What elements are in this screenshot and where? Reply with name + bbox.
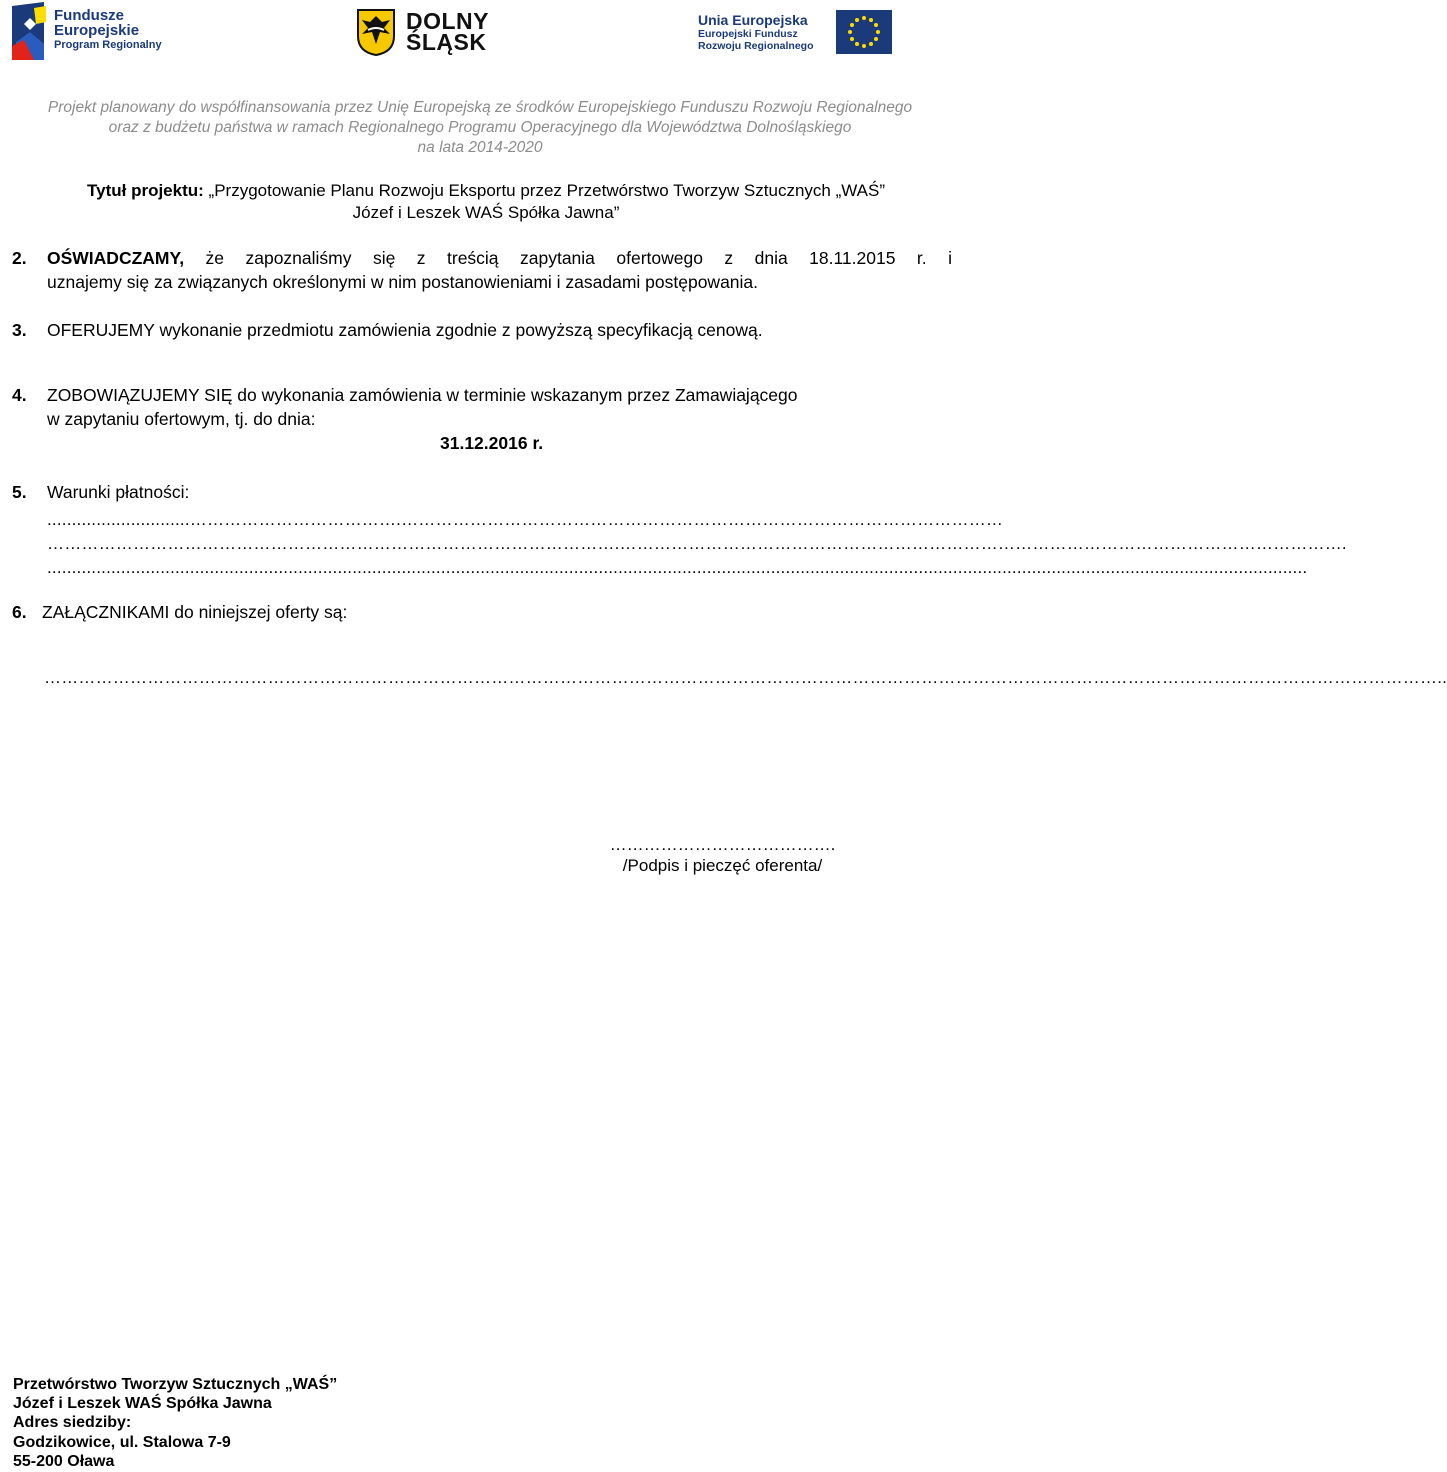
item-6-number: 6. bbox=[12, 602, 27, 622]
payment-terms-dots-3: ................................................................................................................................................................................................................................................................ bbox=[47, 558, 1308, 577]
dolny-slask-logo bbox=[356, 8, 496, 58]
item-3-number: 3. bbox=[12, 320, 27, 340]
footer-company: Przetwórstwo Tworzyw Sztucznych „WAŚ” bbox=[13, 1376, 338, 1393]
item-5-text: Warunki płatności: bbox=[47, 482, 190, 502]
item-2-lead: OŚWIADCZAMY, bbox=[47, 248, 185, 268]
eagle-coat-of-arms-icon bbox=[356, 8, 396, 56]
item-4-lead: ZOBOWIĄZUJEMY SIĘ bbox=[47, 385, 233, 405]
fundusze-europejskie-emblem-icon bbox=[10, 2, 50, 60]
item-2-text1: że zapoznaliśmy się z treścią zapytania ofertowego z dnia 18.11.2015 r. i bbox=[205, 248, 952, 268]
fe-logo-line1: Fundusze bbox=[54, 7, 124, 24]
item-3-lead: OFERUJEMY bbox=[47, 320, 155, 340]
item-2-number: 2. bbox=[12, 248, 27, 268]
signature-caption: /Podpis i pieczęć oferenta/ bbox=[622, 856, 823, 875]
fe-logo-line2: Europejskie bbox=[54, 22, 140, 39]
item-2-line1 bbox=[12, 246, 952, 270]
item-3 bbox=[12, 318, 952, 342]
project-title bbox=[0, 180, 972, 202]
cofinancing-note-line3: na lata 2014-2020 bbox=[417, 139, 543, 156]
unia-europejska-logo bbox=[698, 10, 898, 56]
cofinancing-note-line2: oraz z budżetu państwa w ramach Regionalnego Programu Operacyjnego dla Województwa Dolnośląskiego bbox=[108, 119, 852, 136]
item-5 bbox=[12, 480, 952, 504]
ue-logo-line3: Rozwoju Regionalnego bbox=[698, 40, 814, 52]
payment-terms-dots-1: .............................……………………………….…………………………………………………………………………………………… bbox=[47, 510, 1004, 529]
footer-city: 55-200 Oława bbox=[13, 1453, 115, 1470]
item-4-text1: do wykonania zamówienia w terminie wskazanym przez Zamawiającego bbox=[237, 385, 798, 405]
ds-logo-line2: ŚLĄSK bbox=[406, 29, 487, 55]
project-title-line1: „Przygotowanie Planu Rozwoju Eksportu przez Przetwórstwo Tworzyw Sztucznych „WAŚ” bbox=[208, 181, 885, 200]
eu-flag-icon bbox=[836, 10, 892, 54]
cofinancing-note-line1: Projekt planowany do współfinansowania przez Unię Europejską ze środków Europejskiego Funduszu Rozwoju Regionalnego bbox=[47, 99, 913, 116]
ue-logo-line2: Europejski Fundusz bbox=[698, 28, 798, 40]
ue-logo-line1: Unia Europejska bbox=[698, 12, 808, 28]
fundusze-europejskie-logo bbox=[10, 2, 170, 62]
item-4-date: 31.12.2016 r. bbox=[440, 433, 544, 453]
item-4-line1 bbox=[12, 383, 952, 407]
item-4-number: 4. bbox=[12, 385, 27, 405]
project-title-line2: Józef i Leszek WAŚ Spółka Jawna” bbox=[352, 203, 620, 222]
footer-street: Godzikowice, ul. Stalowa 7-9 bbox=[13, 1434, 231, 1451]
ds-logo-line1: DOLNY bbox=[406, 8, 489, 34]
project-title-label: Tytuł projektu: bbox=[87, 181, 204, 200]
item-4-line2: w zapytaniu ofertowym, tj. do dnia: bbox=[47, 409, 316, 429]
item-5-number: 5. bbox=[12, 482, 27, 502]
fe-logo-line3: Program Regionalny bbox=[54, 39, 162, 51]
attachments-dots: ……………………………………………………………………………………………………………………………………………………………………………………………………………………….. bbox=[44, 668, 1447, 687]
footer-address-label: Adres siedziby: bbox=[13, 1414, 132, 1431]
item-3-text: wykonanie przedmiotu zamówienia zgodnie z powyższą specyfikacją cenową. bbox=[159, 320, 763, 340]
signature-dots: …………………………………. bbox=[609, 835, 836, 854]
payment-terms-dots-2: ……………………………………………………………………………………….………………………………………………………………………………………………………………. bbox=[47, 534, 1347, 553]
item-2-line2: uznajemy się za związanych określonymi w nim postanowieniami i zasadami postępowania. bbox=[47, 272, 759, 292]
item-6 bbox=[12, 600, 952, 624]
footer-company-line2: Józef i Leszek WAŚ Spółka Jawna bbox=[13, 1395, 272, 1412]
item-6-text: ZAŁĄCZNIKAMI do niniejszej oferty są: bbox=[42, 602, 348, 622]
